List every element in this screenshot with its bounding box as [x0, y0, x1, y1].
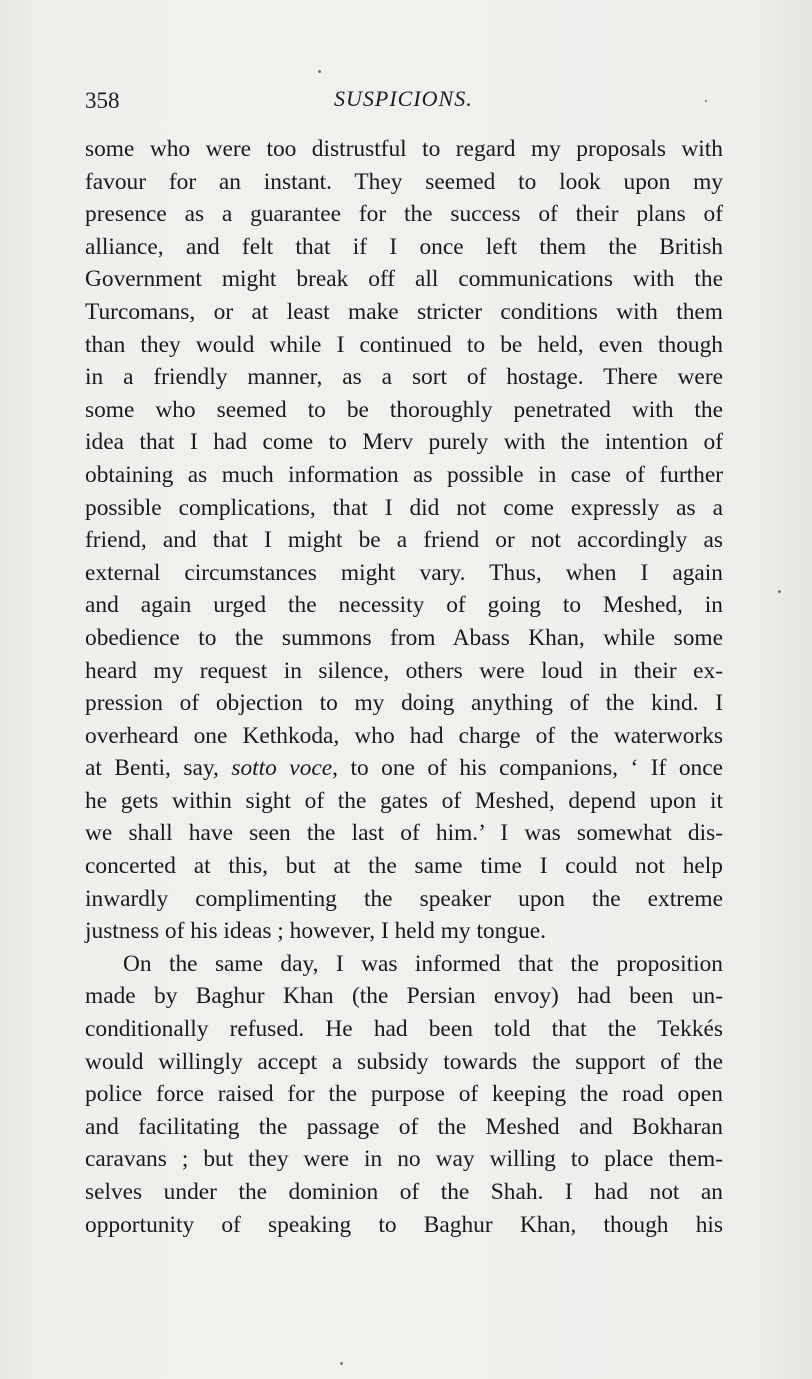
text-fragment: at Benti, say, [85, 755, 232, 782]
running-title: SUSPICIONS. [334, 86, 473, 111]
text-line: would willingly accept a subsidy towards the support of the [85, 1048, 723, 1075]
text-line: possible complications, that I did not come expressly as a [85, 494, 723, 521]
text-line: concerted at this, but at the same time I could not help [85, 853, 723, 880]
text-line: overheard one Kethkoda, who had charge of the waterworks [85, 722, 723, 749]
text-line: caravans ; but they were in no way willing to place them- [85, 1146, 723, 1173]
text-line: heard my request in silence, others were loud in their ex- [85, 657, 723, 684]
text-line: obtaining as much information as possible in case of further [85, 461, 723, 488]
text-line: presence as a guarantee for the success of their plans of [85, 201, 723, 228]
text-line: and again urged the necessity of going to Meshed, in [85, 592, 723, 619]
page-header [85, 82, 725, 118]
text-line: favour for an instant. They seemed to look upon my [85, 168, 723, 195]
text-line: obedience to the summons from Abass Khan, while some [85, 624, 723, 651]
text-line: friend, and that I might be a friend or not accordingly as [85, 527, 723, 554]
text-line: alliance, and felt that if I once left them the British [85, 233, 723, 260]
text-line: Government might break off all communications with the [85, 266, 723, 293]
text-line: opportunity of speaking to Baghur Khan, though his [85, 1211, 723, 1238]
text-line: conditionally refused. He had been told that the Tekkés [85, 1016, 723, 1043]
text-line: we shall have seen the last of him.’ I was somewhat dis- [85, 820, 723, 847]
page-number: 358 [85, 88, 120, 113]
text-line: he gets within sight of the gates of Meshed, depend upon it [85, 787, 723, 814]
text-line: made by Baghur Khan (the Persian envoy) had been un- [85, 983, 723, 1010]
text-line: pression of objection to my doing anything of the kind. I [85, 690, 723, 717]
text-line: external circumstances might vary. Thus, when I again [85, 559, 723, 586]
text-fragment: , to one of his companions, ‘ If once [332, 755, 723, 782]
paper-speck [318, 70, 321, 73]
text-line: Turcomans, or at least make stricter conditions with them [85, 298, 723, 325]
text-line: some who were too distrustful to regard my proposals with [85, 136, 723, 162]
paper-speck [778, 590, 781, 593]
paragraph-2 [85, 948, 723, 1241]
text-line: idea that I had come to Merv purely with the intention of [85, 429, 723, 456]
text-line: selves under the dominion of the Shah. I had not an [85, 1179, 723, 1205]
text-line: On the same day, I was informed that the proposition [123, 950, 723, 977]
text-line: and facilitating the passage of the Meshed and Bokharan [85, 1113, 723, 1140]
text-line: justness of his ideas ; however, I held my tongue. [85, 918, 546, 945]
text-line: some who seemed to be thoroughly penetrated with the [85, 396, 723, 423]
text-line: police force raised for the purpose of keeping the road open [85, 1081, 723, 1108]
paragraph-1 [85, 133, 723, 948]
paper-speck [705, 100, 707, 102]
italic-phrase: sotto voce [231, 755, 333, 782]
text-line: in a friendly manner, as a sort of hostage. There were [85, 364, 723, 391]
text-line: than they would while I continued to be held, even though [85, 331, 723, 358]
text-line: inwardly complimenting the speaker upon the extreme [85, 885, 723, 912]
text-line-with-italic [85, 752, 723, 785]
paper-speck [340, 1362, 343, 1365]
body-text [85, 133, 723, 1241]
